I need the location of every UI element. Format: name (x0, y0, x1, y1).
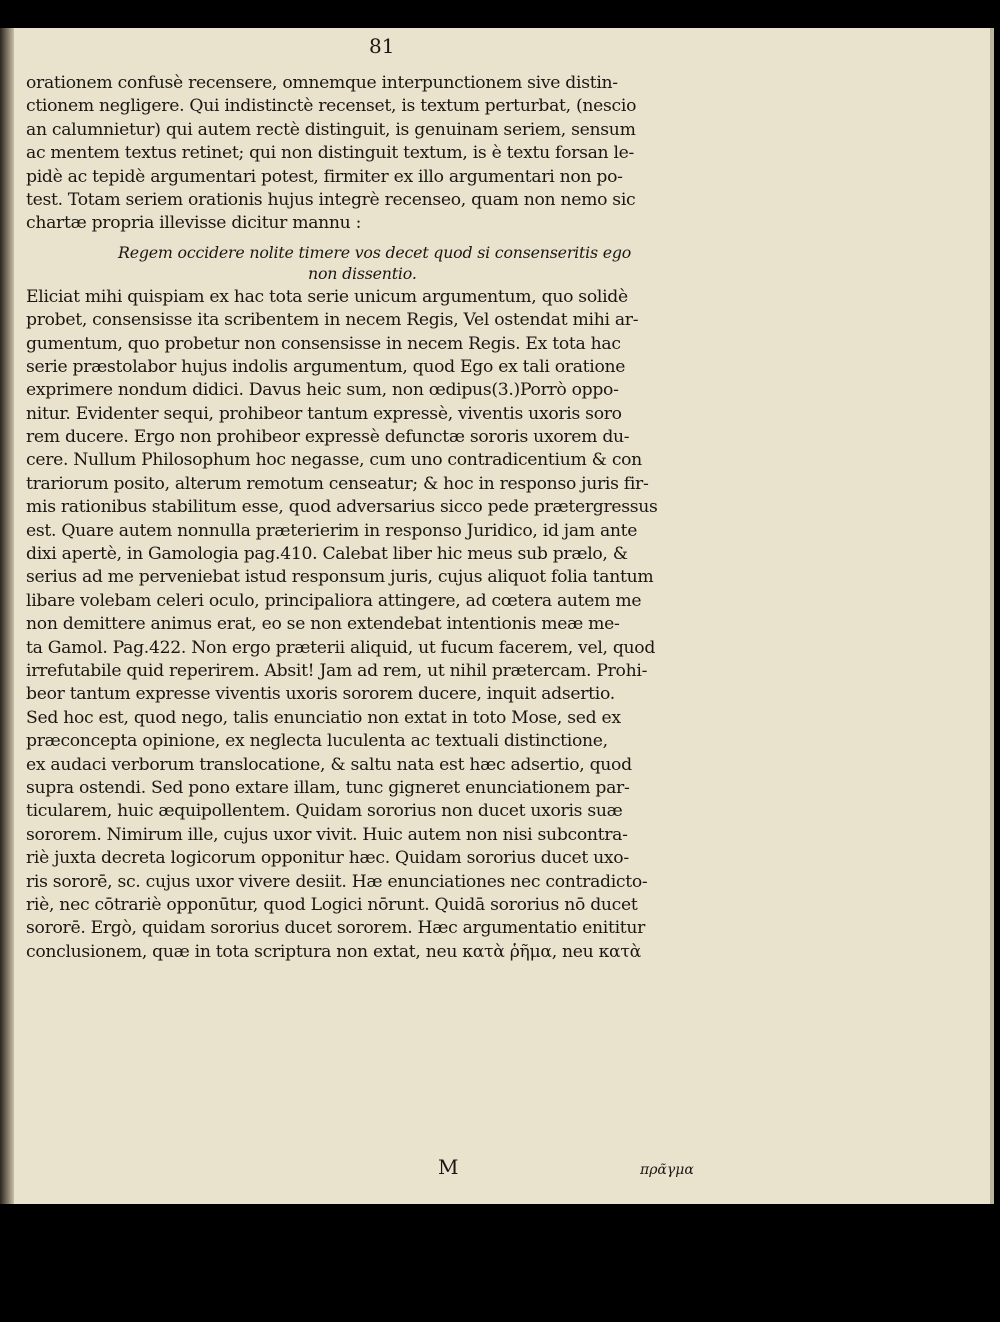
page-number: 81 (369, 34, 395, 58)
text-line: sororem. Nimirum ille, cujus uxor vivit. Huic autem non nisi subcontra- (26, 824, 628, 845)
text-line: ac mentem textus retinet; qui non distinguit textum, is è textu forsan le- (26, 143, 635, 164)
paragraph-2 (26, 286, 738, 964)
text-line: conclusionem, quæ in tota scriptura non extat, neu κατὰ ῥῆμα, neu κατὰ (26, 941, 641, 962)
text-line: probet, consensisse ita scribentem in necem Regis, Vel ostendat mihi ar- (26, 310, 639, 331)
text-line: trariorum posito, alterum remotum censeatur; & hoc in responso juris fir- (26, 473, 649, 494)
text-line: ticularem, huic æquipollentem. Quidam sororius non ducet uxoris suæ (26, 801, 623, 822)
text-line: serie præstolabor hujus indolis argumentum, quod Ego ex tali oratione (26, 356, 626, 377)
text-line: Sed hoc est, quod nego, talis enunciatio non extat in toto Mose, sed ex (26, 707, 621, 728)
text-line: riè juxta decreta logicorum opponitur hæc. Quidam sororius ducet uxo- (26, 848, 629, 869)
text-line: pidè ac tepidè argumentari potest, firmiter ex illo argumentari non po- (26, 166, 623, 187)
text-line: sororē. Ergò, quidam sororius ducet sororem. Hæc argumentatio enititur (26, 918, 646, 939)
text-line: beor tantum expresse viventis uxoris sororem ducere, inquit adsertio. (26, 684, 615, 705)
text-line: test. Totam seriem orationis hujus integrè recenseo, quam non nemo sic (26, 189, 636, 210)
book-page (0, 28, 994, 1204)
text-line: præconcepta opinione, ex neglecta luculenta ac textuali distinctione, (26, 731, 608, 752)
quote-line: Regem occidere nolite timere vos decet quod si consenseritis ego (118, 242, 632, 262)
text-line: rem ducere. Ergo non prohibeor expressè defunctæ sororis uxorem du- (26, 427, 630, 448)
text-line: ctionem negligere. Qui indistinctè recenset, is textum perturbat, (nescio (26, 96, 637, 117)
binding-shadow (0, 28, 14, 1204)
text-line: Eliciat mihi quispiam ex hac tota serie unicum argumentum, quo solidè (26, 286, 628, 307)
text-line: non demittere animus erat, eo se non extendebat intentionis meæ me- (26, 614, 620, 635)
page-text (26, 72, 738, 964)
quoted-sentence (26, 242, 738, 284)
text-line: riè, nec cōtrariè opponūtur, quod Logici nōrunt. Quidā sororius nō ducet (26, 894, 638, 915)
quote-line: non dissentio. (308, 263, 417, 283)
text-line: an calumnietur) qui autem rectè distinguit, is genuinam seriem, sensum (26, 119, 636, 140)
text-line: orationem confusè recensere, omnemque interpunctionem sive distin- (26, 73, 618, 93)
catchword: πρᾶγμα (640, 1162, 694, 1178)
paragraph-1 (26, 72, 738, 236)
text-line: est. Quare autem nonnulla præterierim in responso Juridico, id jam ante (26, 520, 638, 541)
text-line: ex audaci verborum translocatione, & saltu nata est hæc adsertio, quod (26, 754, 632, 775)
text-line: libare volebam celeri oculo, principaliora attingere, ad cœtera autem me (26, 590, 642, 611)
text-line: ta Gamol. Pag.422. Non ergo præterii aliquid, ut fucum facerem, vel, quod (26, 637, 656, 658)
text-line: serius ad me perveniebat istud responsum juris, cujus aliquot folia tantum (26, 567, 654, 588)
signature-mark: M (438, 1155, 459, 1179)
text-line: nitur. Evidenter sequi, prohibeor tantum expressè, viventis uxoris soro (26, 403, 622, 424)
text-line: ris sororē, sc. cujus uxor vivere desiit. Hæ enunciationes nec contradicto- (26, 871, 648, 892)
text-line: chartæ propria illevisse dicitur mannu : (26, 213, 362, 234)
text-line: mis rationibus stabilitum esse, quod adversarius sicco pede prætergressus (26, 497, 658, 518)
text-line: cere. Nullum Philosophum hoc negasse, cum uno contradicentium & con (26, 450, 642, 471)
text-line: irrefutabile quid reperirem. Absit! Jam ad rem, ut nihil prætercam. Prohi- (26, 660, 648, 681)
text-line: supra ostendi. Sed pono extare illam, tunc gigneret enunciationem par- (26, 777, 630, 798)
page-edge (990, 28, 994, 1204)
text-line: dixi apertè, in Gamologia pag.410. Calebat liber hic meus sub prælo, & (26, 544, 628, 565)
text-line: gumentum, quo probetur non consensisse in necem Regis. Ex tota hac (26, 333, 621, 354)
text-line: exprimere nondum didici. Davus heic sum, non œdipus(3.)Porrò oppo- (26, 380, 619, 401)
